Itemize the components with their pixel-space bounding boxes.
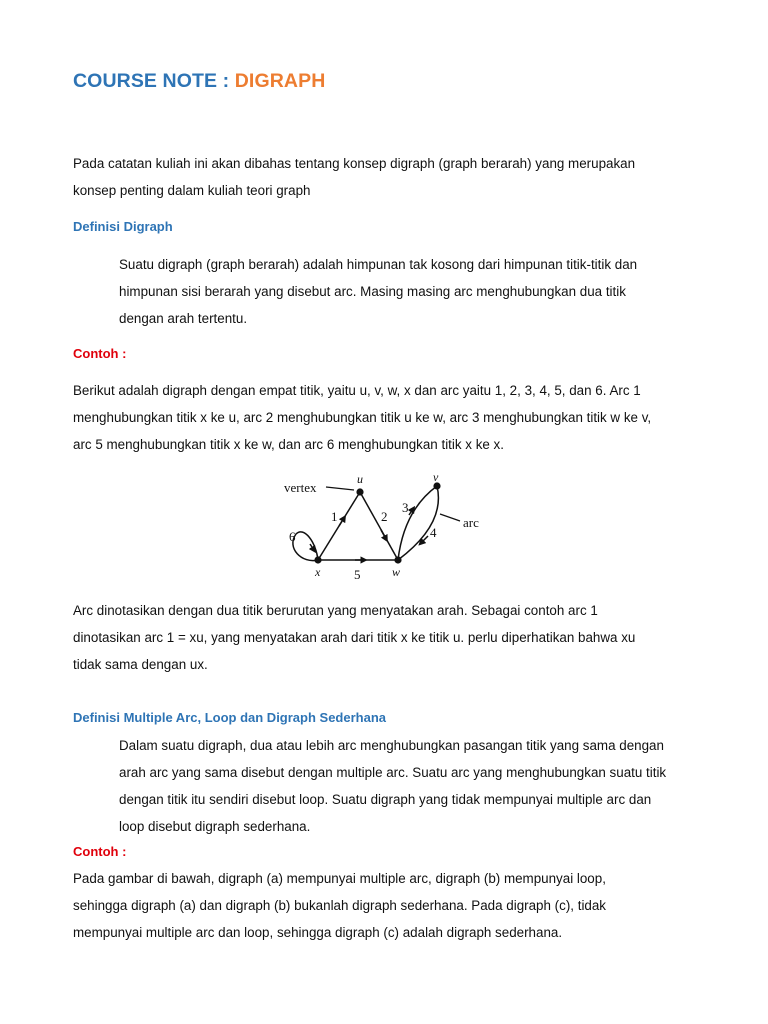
arc-pointer-line: [440, 514, 460, 521]
notation-line: dinotasikan arc 1 = xu, yang menyatakan arah dari titik x ke titik u. perlu diperhatikan bahwa xu: [73, 630, 636, 645]
intro-line: konsep penting dalam kuliah teori graph: [73, 183, 311, 198]
arc-2-arrow: [381, 530, 386, 539]
example-line: Berikut adalah digraph dengan empat titik, yaitu u, v, w, x dan arc yaitu 1, 2, 3, 4, 5, dan 6. Arc 1: [73, 383, 641, 398]
section-heading-multiple-arc: Definisi Multiple Arc, Loop dan Digraph Sederhana: [73, 710, 386, 725]
vertex-pointer-line: [326, 487, 354, 490]
arc-2-label: 2: [381, 509, 388, 524]
definition-line: dengan titik itu sendiri disebut loop. Suatu digraph yang tidak mempunyai multiple arc dan: [119, 792, 652, 807]
example-line: menghubungkan titik x ke u, arc 2 menghubungkan titik u ke w, arc 3 menghubungkan titik w ke v,: [73, 410, 652, 425]
node-w: [394, 556, 401, 563]
definition-line: Suatu digraph (graph berarah) adalah himpunan tak kosong dari himpunan titik-titik dan: [119, 257, 638, 272]
node-x-label: x: [315, 565, 321, 579]
page-title-prefix: COURSE NOTE :: [73, 70, 235, 92]
notation-line: tidak sama dengan ux.: [73, 657, 208, 672]
example-line: Pada gambar di bawah, digraph (a) mempunyai multiple arc, digraph (b) mempunyai loop,: [73, 871, 606, 886]
arc-1-label: 1: [331, 509, 338, 524]
section-heading-digraph: Definisi Digraph: [73, 219, 173, 234]
node-x: [314, 556, 321, 563]
arc-3-label: 3: [402, 500, 409, 515]
arc-6-loop: [293, 532, 318, 561]
definition-line: himpunan sisi berarah yang disebut arc. Masing masing arc menghubungkan dua titik: [119, 284, 626, 299]
node-w-label: w: [392, 565, 401, 579]
page-title: [73, 70, 325, 93]
definition-line: arah arc yang sama disebut dengan multiple arc. Suatu arc yang menghubungkan suatu titik: [119, 765, 667, 780]
example-line: mempunyai multiple arc dan loop, sehingga digraph (c) adalah digraph sederhana.: [73, 925, 563, 940]
example-label-1: Contoh :: [73, 346, 127, 361]
vertex-label: vertex: [284, 480, 317, 495]
node-v-label: v: [433, 470, 439, 484]
page-title-topic: DIGRAPH: [234, 70, 326, 92]
arc-4-curve: [398, 486, 438, 560]
arc-3-curve: [398, 486, 437, 560]
example-line: arc 5 menghubungkan titik x ke w, dan arc 6 menghubungkan titik x ke x.: [73, 437, 504, 452]
arc-1-arrow: [339, 518, 344, 526]
arc-4-label: 4: [430, 525, 437, 540]
arc-label: arc: [463, 515, 479, 530]
node-u-label: u: [357, 472, 363, 486]
node-u: [356, 488, 363, 495]
notation-line: Arc dinotasikan dengan dua titik berurutan yang menyatakan arah. Sebagai contoh arc 1: [73, 603, 598, 618]
definition-line: Dalam suatu digraph, dua atau lebih arc menghubungkan pasangan titik yang sama dengan: [119, 738, 664, 753]
arc-2-line: [360, 492, 398, 560]
definition-line: loop disebut digraph sederhana.: [119, 819, 311, 834]
definition-line: dengan arah tertentu.: [119, 311, 248, 326]
arc-6-label: 6: [289, 529, 296, 544]
arc-5-label: 5: [354, 567, 361, 582]
example-label-2: Contoh :: [73, 844, 127, 859]
digraph-figure: [280, 470, 490, 585]
example-line: sehingga digraph (a) dan digraph (b) bukanlah digraph sederhana. Pada digraph (c), tidak: [73, 898, 607, 913]
intro-line: Pada catatan kuliah ini akan dibahas tentang konsep digraph (graph berarah) yang merupakan: [73, 156, 636, 171]
